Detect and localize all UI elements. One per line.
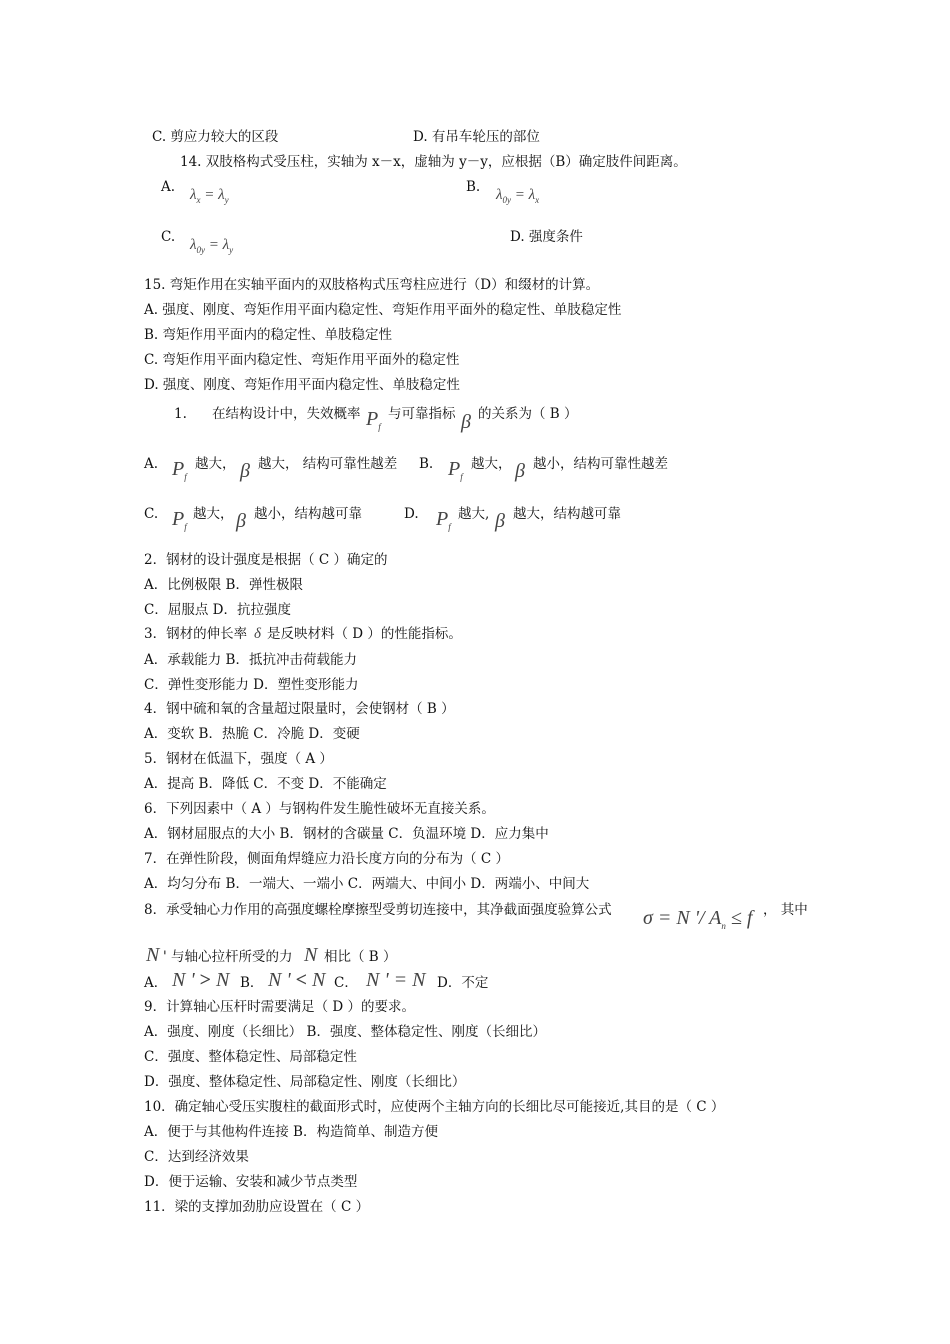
q8-stem-tail: ， 其中 <box>763 902 808 918</box>
p1-option-c-pf: $P_f$ <box>172 508 187 532</box>
q8-option-b-formula: N ' < N <box>268 969 326 991</box>
p1-stem-part3: 的关系为（ B ） <box>478 406 578 422</box>
q8-option-c-label: C． <box>334 975 358 991</box>
q8-n-symbol: N <box>304 944 318 966</box>
q3-stem-part2: 是反映材料（ D ）的性能指标。 <box>267 626 462 642</box>
p1-option-d-text2: 越大，结构越可靠 <box>513 506 621 522</box>
q3-delta-symbol: δ <box>254 626 261 642</box>
p1-option-d-label: D. <box>404 506 419 522</box>
q11-stem: 11．梁的支撑加劲肋应设置在（ C ） <box>144 1199 370 1215</box>
q15-option-d: D. 强度、刚度、弯矩作用平面内稳定性、单肢稳定性 <box>144 377 460 393</box>
q10-options-ab: A．便于与其他构件连接 B．构造简单、制造方便 <box>144 1124 438 1140</box>
q8-option-d: D．不定 <box>437 975 489 991</box>
q7-stem: 7．在弹性阶段，侧面角焊缝应力沿长度方向的分布为（ C ） <box>144 851 510 867</box>
q8-option-c-formula: N ' = N <box>366 969 426 991</box>
q13-option-c: C. 剪应力较大的区段 <box>152 129 279 145</box>
q5-options: A．提高 B．降低 C．不变 D．不能确定 <box>144 776 387 792</box>
q9-option-c: C．强度、整体稳定性、局部稳定性 <box>144 1049 357 1065</box>
q9-option-d: D．强度、整体稳定性、局部稳定性、刚度（长细比） <box>144 1074 466 1090</box>
q14-option-b-label: B. <box>466 179 481 195</box>
q9-stem: 9．计算轴心压杆时需要满足（ D ）的要求。 <box>144 999 415 1015</box>
q3-options-ab: A．承载能力 B．抵抗冲击荷载能力 <box>144 652 357 668</box>
p1-stem-part1: 在结构设计中，失效概率 <box>212 406 361 422</box>
q2-options-ab: A．比例极限 B．弹性极限 <box>144 577 303 593</box>
q14-stem: 14. 双肢格构式受压柱，实轴为 x－x，虚轴为 y－y，应根据（B）确定肢件间距离。 <box>180 154 687 170</box>
q15-option-a: A. 强度、刚度、弯矩作用平面内稳定性、弯矩作用平面外的稳定性、单肢稳定性 <box>144 302 622 318</box>
q6-stem: 6．下列因素中（ A ）与钢构件发生脆性破坏无直接关系。 <box>144 801 495 817</box>
p1-option-b-label: B. <box>419 456 434 472</box>
q14-option-d: D. 强度条件 <box>510 229 583 245</box>
q4-stem: 4．钢中硫和氧的含量超过限量时，会使钢材（ B ） <box>144 701 455 717</box>
q8-stem: 8．承受轴心力作用的高强度螺栓摩擦型受剪切连接中，其净截面强度验算公式 <box>144 902 612 918</box>
p1-option-b-text2: 越小，结构可靠性越差 <box>533 456 668 472</box>
q8-option-a-formula: N ' > N <box>172 969 230 991</box>
q6-options: A．钢材屈服点的大小 B．钢材的含碳量 C．负温环境 D．应力集中 <box>144 826 549 842</box>
p1-option-d-beta: β <box>495 510 505 532</box>
p1-option-a-pf: $P_f$ <box>172 458 187 482</box>
p1-option-a-label: A. <box>144 456 159 472</box>
q3-stem-part1: 3．钢材的伸长率 <box>144 626 248 642</box>
q14-option-c-formula: $\lambda_{0y} = \lambda_y$ <box>190 237 234 255</box>
q8-option-b-label: B． <box>240 975 264 991</box>
q8-line2-part1: ' 与轴心拉杆所受的力 <box>163 949 293 965</box>
p1-stem-part2: 与可靠指标 <box>388 406 456 422</box>
q2-options-cd: C．屈服点 D．抗拉强度 <box>144 602 291 618</box>
p1-option-b-pf: $P_f$ <box>448 458 463 482</box>
p1-option-c-label: C. <box>144 506 159 522</box>
q9-options-ab: A．强度、刚度（长细比） B．强度、整体稳定性、刚度（长细比） <box>144 1024 546 1040</box>
q3-options-cd: C．弹性变形能力 D．塑性变形能力 <box>144 677 359 693</box>
q8-formula: σ = N '/ $A_n \le f$ <box>643 907 753 931</box>
p1-option-a-beta: β <box>240 460 250 482</box>
q8-line2-part2: 相比（ B ） <box>324 949 397 965</box>
q10-stem: 10．确定轴心受压实腹柱的截面形式时，应使两个主轴方向的长细比尽可能接近,其目的是（ C ） <box>144 1099 725 1115</box>
q4-options: A．变软 B．热脆 C．冷脆 D．变硬 <box>144 726 360 742</box>
p1-option-a-text1: 越大， <box>195 456 236 472</box>
q14-option-b-formula: $\lambda_{0y} = \lambda_x$ <box>496 187 540 205</box>
p1-option-b-text1: 越大， <box>471 456 512 472</box>
p1-number: 1. <box>174 406 187 422</box>
q10-option-c: C．达到经济效果 <box>144 1149 249 1165</box>
p1-option-d-pf: $P_f$ <box>436 508 451 532</box>
p1-option-d-text1: 越大, <box>458 506 490 522</box>
q2-stem: 2．钢材的设计强度是根据（ C ）确定的 <box>144 552 388 568</box>
q15-stem: 15. 弯矩作用在实轴平面内的双肢格构式压弯柱应进行（D）和缀材的计算。 <box>144 277 600 293</box>
p1-beta-symbol: β <box>461 411 471 433</box>
q8-n-prime-symbol: N <box>146 944 160 966</box>
q15-option-c: C. 弯矩作用平面内稳定性、弯矩作用平面外的稳定性 <box>144 352 460 368</box>
q14-option-a-formula: $\lambda_x = \lambda_y$ <box>190 187 229 205</box>
q10-option-d: D．便于运输、安装和减少节点类型 <box>144 1174 358 1190</box>
p1-option-a-text2: 越大， 结构可靠性越差 <box>258 456 398 472</box>
p1-pf-symbol: $P_f$ <box>366 408 381 432</box>
p1-option-b-beta: β <box>515 460 525 482</box>
q15-option-b: B. 弯矩作用平面内的稳定性、单肢稳定性 <box>144 327 393 343</box>
q13-option-d: D. 有吊车轮压的部位 <box>413 129 540 145</box>
p1-option-c-text2: 越小，结构越可靠 <box>254 506 362 522</box>
q7-options: A．均匀分布 B．一端大、一端小 C．两端大、中间小 D．两端小、中间大 <box>144 876 590 892</box>
q14-option-c-label: C. <box>161 229 176 245</box>
q8-option-a-label: A． <box>144 975 168 991</box>
p1-option-c-text1: 越大， <box>193 506 234 522</box>
p1-option-c-beta: β <box>236 510 246 532</box>
q5-stem: 5．钢材在低温下，强度（ A ） <box>144 751 333 767</box>
q14-option-a-label: A. <box>161 179 176 195</box>
